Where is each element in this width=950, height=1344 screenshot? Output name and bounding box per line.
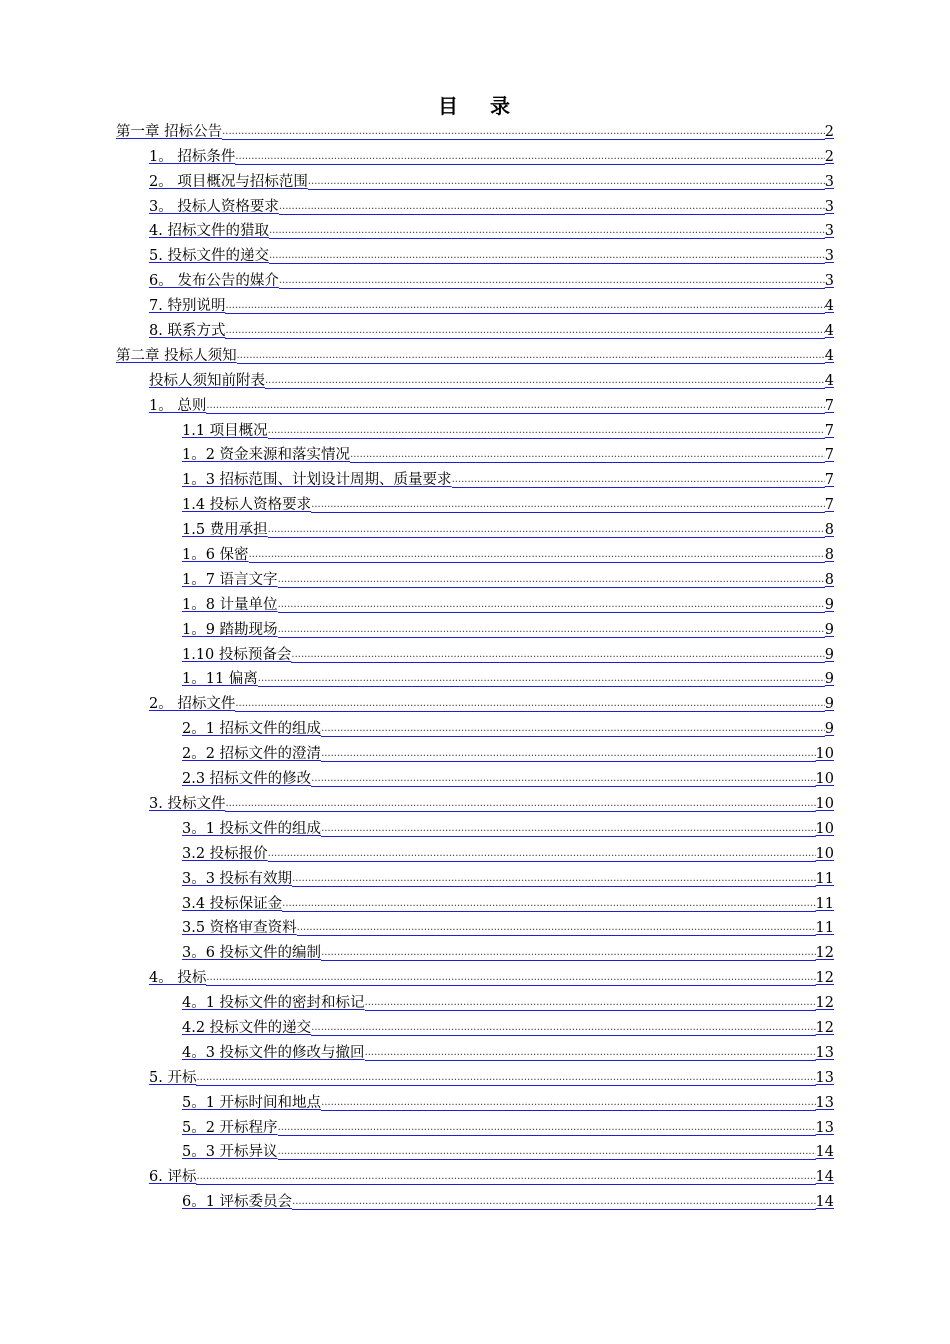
toc-entry-page-number[interactable]: 13 [815,1069,834,1086]
toc-entry[interactable] [116,265,834,290]
toc-entry-page-number[interactable]: 2 [824,148,834,165]
toc-leader-dots [452,473,825,488]
toc-title-char-2: 录 [490,94,512,118]
toc-entry[interactable] [116,415,834,440]
toc-entry-label[interactable]: 5. 开标 [149,1069,197,1086]
toc-entry-page-number[interactable]: 4 [824,323,834,340]
toc-entry-label[interactable]: 1.10 投标预备会 [182,646,292,663]
toc-entry-label[interactable]: 3.5 资格审查资料 [182,920,297,937]
toc-entry[interactable] [116,340,834,365]
toc-entry-label[interactable]: 4. 招标文件的猎取 [149,223,269,240]
toc-entry[interactable] [116,813,834,838]
toc-entry-label[interactable]: 5。2 开标程序 [182,1119,278,1136]
toc-entry-page-number[interactable]: 10 [815,845,834,862]
toc-entry[interactable] [116,713,834,738]
toc-entry-label[interactable]: 5. 投标文件的递交 [149,248,269,265]
toc-entry-label[interactable]: 2。1 招标文件的组成 [182,721,322,738]
toc-entry-page-number[interactable]: 12 [815,970,834,987]
toc-entry-label[interactable]: 3。6 投标文件的编制 [182,945,322,962]
toc-entry-label[interactable]: 3。 投标人资格要求 [149,198,279,215]
toc-entry[interactable] [116,888,834,913]
toc-entry-label[interactable]: 1。2 资金来源和落实情况 [182,447,351,464]
toc-entry[interactable] [116,589,834,614]
toc-entry[interactable] [116,863,834,888]
toc-entry-page-number[interactable]: 7 [824,422,834,439]
toc-leader-dots [321,722,825,737]
toc-leader-dots [225,299,824,314]
toc-entry-label[interactable]: 8. 联系方式 [149,323,226,340]
toc-leader-dots [235,697,824,712]
toc-entry[interactable] [116,464,834,489]
toc-entry-label[interactable]: 1.4 投标人资格要求 [182,497,312,514]
toc-leader-dots [258,672,825,687]
toc-entry-label[interactable]: 1。3 招标范围、计划设计周期、质量要求 [182,472,452,489]
toc-leader-dots [278,598,825,613]
toc-leader-dots [350,448,825,463]
toc-leader-dots [311,1021,815,1036]
toc-leader-dots [321,946,815,961]
toc-entry-page-number[interactable]: 14 [815,1169,834,1186]
toc-entry-page-number[interactable]: 10 [815,771,834,788]
toc-entry-page-number[interactable]: 4 [824,347,834,364]
toc-leader-dots [278,573,825,588]
toc-entry[interactable] [116,1012,834,1037]
toc-leader-dots [196,1170,815,1185]
toc-entry-label[interactable]: 3. 投标文件 [149,795,226,812]
toc-entry-label[interactable]: 4。3 投标文件的修改与撤回 [182,1044,365,1061]
toc-leader-dots [292,1195,815,1210]
toc-entry-page-number[interactable]: 14 [815,1144,834,1161]
toc-entry-page-number[interactable]: 3 [824,248,834,265]
toc-entry-label[interactable]: 第二章 投标人须知 [116,347,237,364]
toc-entry-page-number[interactable]: 9 [824,596,834,613]
toc-entry[interactable] [116,763,834,788]
toc-entry[interactable] [116,390,834,415]
toc-entry[interactable] [116,539,834,564]
toc-leader-dots [206,971,815,986]
toc-entry[interactable] [116,166,834,191]
toc-entry[interactable] [116,290,834,315]
toc-entry[interactable] [116,315,834,340]
toc-entry-page-number[interactable]: 7 [824,472,834,489]
toc-entry-page-number[interactable]: 7 [824,397,834,414]
toc-entry[interactable] [116,838,834,863]
toc-entry[interactable] [116,489,834,514]
toc-entry-page-number[interactable]: 12 [815,945,834,962]
toc-entry-label[interactable]: 4.2 投标文件的递交 [182,1019,312,1036]
toc-entry[interactable] [116,564,834,589]
toc-entry-page-number[interactable]: 9 [824,646,834,663]
toc-entry-page-number[interactable]: 13 [815,1119,834,1136]
toc-entry[interactable] [116,1112,834,1137]
toc-entry[interactable] [116,962,834,987]
toc-entry-label[interactable]: 5。1 开标时间和地点 [182,1094,322,1111]
toc-entry-label[interactable]: 6. 评标 [149,1169,197,1186]
toc-entry-label[interactable]: 1。 总则 [149,397,207,414]
toc-entry-page-number[interactable]: 11 [815,895,834,912]
toc-entry-label[interactable]: 2。2 招标文件的澄清 [182,746,322,763]
toc-entry-label[interactable]: 1.1 项目概况 [182,422,268,439]
toc-entry-label[interactable]: 6。1 评标委员会 [182,1194,293,1211]
toc-entry[interactable] [116,614,834,639]
toc-leader-dots [308,175,825,190]
toc-entry[interactable] [116,216,834,241]
toc-entry[interactable] [116,937,834,962]
toc-entry-page-number[interactable]: 10 [815,820,834,837]
toc-entry-page-number[interactable]: 2 [824,123,834,140]
toc-entry-label[interactable]: 1。7 语言文字 [182,571,278,588]
toc-entry-label[interactable]: 4。1 投标文件的密封和标记 [182,995,365,1012]
toc-leader-dots [292,872,815,887]
toc-entry-page-number[interactable]: 8 [824,522,834,539]
toc-entry[interactable] [116,116,834,141]
toc-entry-label[interactable]: 1。8 计量单位 [182,596,278,613]
toc-entry-page-number[interactable]: 9 [824,696,834,713]
toc-entry-label[interactable]: 2。 项目概况与招标范围 [149,173,308,190]
toc-entry-label[interactable]: 7. 特别说明 [149,298,226,315]
toc-entry-page-number[interactable]: 4 [824,372,834,389]
toc-entry-page-number[interactable]: 11 [815,920,834,937]
toc-title-char-1: 目 [438,94,460,118]
toc-entry-label[interactable]: 1。6 保密 [182,547,249,564]
toc-leader-dots [291,648,824,663]
toc-entry-page-number[interactable]: 13 [815,1094,834,1111]
toc-entry[interactable] [116,688,834,713]
toc-entry-page-number[interactable]: 4 [824,298,834,315]
toc-leader-dots [311,772,815,787]
toc-leader-dots [278,623,825,638]
toc-entry-page-number[interactable]: 13 [815,1044,834,1061]
toc-entry[interactable] [116,191,834,216]
toc-entry[interactable] [116,1062,834,1087]
toc-leader-dots [297,921,816,936]
toc-entry-page-number[interactable]: 14 [815,1194,834,1211]
toc-entry-page-number[interactable]: 9 [824,721,834,738]
toc-entry-label[interactable]: 2。 招标文件 [149,696,236,713]
toc-leader-dots [279,274,825,289]
toc-entry[interactable] [116,913,834,938]
toc-entry-label[interactable]: 3.2 投标报价 [182,845,268,862]
toc-leader-dots [206,399,824,414]
toc-leader-dots [196,1071,815,1086]
toc-entry-page-number[interactable]: 3 [824,173,834,190]
toc-entry-page-number[interactable]: 12 [815,995,834,1012]
toc-leader-dots [321,1096,815,1111]
toc-entry-page-number[interactable]: 7 [824,497,834,514]
toc-entry[interactable] [116,365,834,390]
toc-leader-dots [321,747,815,762]
toc-entry-page-number[interactable]: 11 [815,870,834,887]
toc-entry-label[interactable]: 投标人须知前附表 [149,372,265,389]
toc-leader-dots [268,424,825,439]
toc-entry-label[interactable]: 1。11 偏离 [182,671,258,688]
toc-entry-label[interactable]: 1。 招标条件 [149,148,236,165]
toc-leader-dots [269,224,825,239]
toc-entry[interactable] [116,440,834,465]
toc-leader-dots [321,822,815,837]
toc-entry[interactable] [116,788,834,813]
toc-leader-dots [249,548,825,563]
toc-entry[interactable] [116,141,834,166]
toc-entry-label[interactable]: 3.4 投标保证金 [182,895,283,912]
toc-leader-dots [225,324,824,339]
toc-entry-label[interactable]: 3。1 投标文件的组成 [182,820,322,837]
toc-entry[interactable] [116,1037,834,1062]
toc-entry-label[interactable]: 1。9 踏勘现场 [182,621,278,638]
toc-leader-dots [237,349,825,364]
toc-entry[interactable] [116,639,834,664]
toc-entry[interactable] [116,664,834,689]
toc-leader-dots [311,498,825,513]
toc-entry-page-number[interactable]: 12 [815,1019,834,1036]
toc-leader-dots [365,1046,816,1061]
toc-leader-dots [282,897,815,912]
toc-entry-page-number[interactable]: 9 [824,671,834,688]
toc-leader-dots [279,200,825,215]
toc-entry-page-number[interactable]: 10 [815,795,834,812]
toc-title [0,90,950,119]
toc-leader-dots [222,125,825,140]
toc-leader-dots [225,797,815,812]
toc-entry[interactable] [116,240,834,265]
toc-leader-dots [278,1121,816,1136]
toc-entry[interactable] [116,738,834,763]
toc-entry-page-number[interactable]: 8 [824,571,834,588]
toc-entry-label[interactable]: 4。 投标 [149,970,207,987]
toc-leader-dots [265,374,825,389]
toc-leader-dots [269,249,825,264]
toc-entry[interactable] [116,1087,834,1112]
toc-entry-label[interactable]: 3。3 投标有效期 [182,870,293,887]
toc-leader-dots [235,150,824,165]
toc-entry-page-number[interactable]: 9 [824,621,834,638]
toc-entry-page-number[interactable]: 3 [824,198,834,215]
toc-leader-dots [365,996,816,1011]
toc-entry-page-number[interactable]: 3 [824,273,834,290]
toc-entry-label[interactable]: 第一章 招标公告 [116,123,223,140]
toc-leader-dots [268,847,816,862]
toc-entry-page-number[interactable]: 8 [824,547,834,564]
table-of-contents [116,116,834,1211]
toc-entry[interactable] [116,1137,834,1162]
toc-entry-label[interactable]: 1.5 费用承担 [182,522,268,539]
toc-leader-dots [278,1145,816,1160]
toc-entry[interactable] [116,1161,834,1186]
toc-entry-label[interactable]: 6。 发布公告的媒介 [149,273,279,290]
toc-entry-label[interactable]: 2.3 招标文件的修改 [182,771,312,788]
toc-leader-dots [268,523,825,538]
toc-entry[interactable] [116,987,834,1012]
toc-entry[interactable] [116,514,834,539]
toc-entry-page-number[interactable]: 10 [815,746,834,763]
toc-entry-label[interactable]: 5。3 开标异议 [182,1144,278,1161]
toc-entry[interactable] [116,1186,834,1211]
toc-entry-page-number[interactable]: 3 [824,223,834,240]
toc-entry-page-number[interactable]: 7 [824,447,834,464]
